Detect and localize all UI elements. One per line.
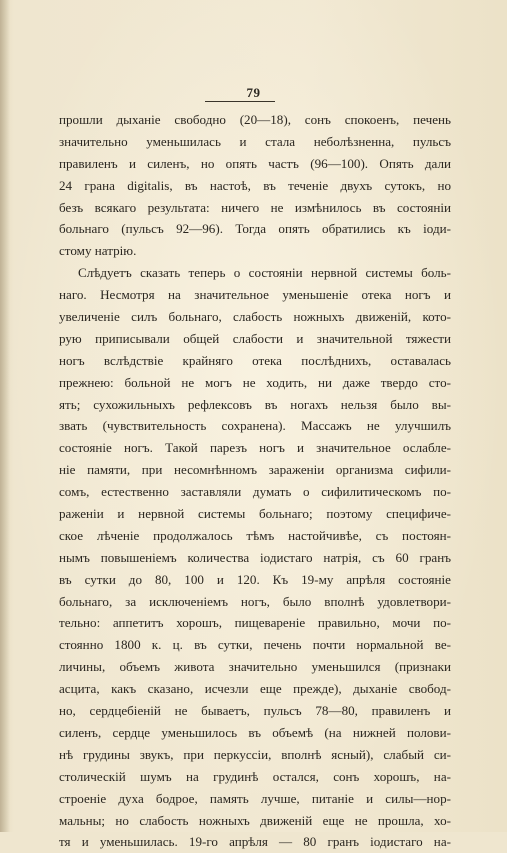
text-line: мальны; но слабость ножныхъ движеній еще не прошла, хо- [59, 812, 451, 828]
text-line: значительно уменьшилась и стала неболѣзненна, пульсъ [59, 133, 451, 149]
text-line: ское лѣченіе продолжалось тѣмъ настойчивѣе, съ постоян- [59, 527, 451, 543]
text-line: въ сутки до 80, 100 и 120. Къ 19-му апрѣля состояніе [59, 571, 451, 587]
text-line: рую приписывали общей слабости и значительной тяжести [59, 330, 451, 346]
text-line: тя и уменьшилась. 19-го апрѣля — 80 гранъ іодистаго на- [59, 834, 451, 850]
text-line: тельно: аппетитъ хорошъ, пищевареніе правильно, мочи по- [59, 615, 451, 631]
text-line: нѣ грудины звукъ, при перкуссіи, вполнѣ ясный), слабый си- [59, 746, 451, 762]
header-rule [205, 101, 275, 102]
body-text [59, 109, 451, 853]
text-line: строеніе духа бодрое, память лучше, питаніе и силы—нор- [59, 790, 451, 806]
text-line: наго. Несмотря на значительное уменьшеніе отека ногъ и [59, 287, 451, 303]
text-line: личины, объемъ живота значительно уменьшился (признаки [59, 659, 451, 675]
text-line: звать (чувствительность сохранена). Массажъ не улучшилъ [59, 418, 451, 434]
text-line: ногъ вслѣдствіе крайняго отека послѣднихъ, оставалась [59, 352, 451, 368]
text-line: прежнею: больной не могъ не ходить, ни даже твердо сто- [59, 374, 451, 390]
text-line: столическій шумъ на грудинѣ остался, сонъ хорошъ, на- [59, 768, 451, 784]
text-line: нымъ повышеніемъ количества іодистаго натрія, съ 60 гранъ [59, 549, 451, 565]
text-line: состояніе ногъ. Такой парезъ ногъ и значительное ослабле- [59, 440, 451, 456]
text-line: асцита, какъ сказано, исчезли еще прежде), дыханіе свобод- [59, 681, 451, 697]
text-line: Слѣдуетъ сказать теперь о состояніи нервной системы боль- [78, 265, 451, 281]
text-line: прошли дыханіе свободно (20—18), сонъ спокоенъ, печень [59, 112, 451, 127]
text-line: увеличеніе силъ больнаго, слабость ножныхъ движеній, кото- [59, 309, 451, 325]
text-line: правиленъ и силенъ, но опять частъ (96—100). Опять дали [59, 155, 451, 171]
text-line: сомъ, естественно заставляли думать о сифилитическомъ по- [59, 484, 451, 500]
text-line: но, сердцебіеній не бываетъ, пульсъ 78—80, правиленъ и [59, 703, 451, 719]
text-line: силенъ, сердце уменьшилось въ объемѣ (на нижней полови- [59, 724, 451, 740]
page-number: 79 [246, 85, 261, 100]
text-line: больнаго, за исключеніемъ ногъ, было вполнѣ удовлетвори- [59, 593, 451, 609]
text-line: больнаго (пульсъ 92—96). Тогда опять обратились къ іоди- [59, 221, 451, 237]
text-line: стому натрію. [59, 243, 137, 259]
text-line: безъ всякаго результата: ничего не измѣнилось въ состояніи [59, 199, 451, 215]
text-line: ніе памяти, при несомнѣнномъ зараженіи организма сифили- [59, 462, 451, 478]
text-line: 24 грана digitalis, въ настоѣ, въ теченіе двухъ сутокъ, но [59, 177, 451, 193]
text-line: ять; сухожильныхъ рефлексовъ въ ногахъ нельзя было вы- [59, 396, 451, 412]
text-line: стоянно 1800 к. ц. въ сутки, печень почти нормальной ве- [59, 637, 451, 653]
text-line: раженіи и нервной системы больнаго; поэтому специфиче- [59, 506, 451, 522]
page-gutter-shadow [0, 0, 10, 832]
